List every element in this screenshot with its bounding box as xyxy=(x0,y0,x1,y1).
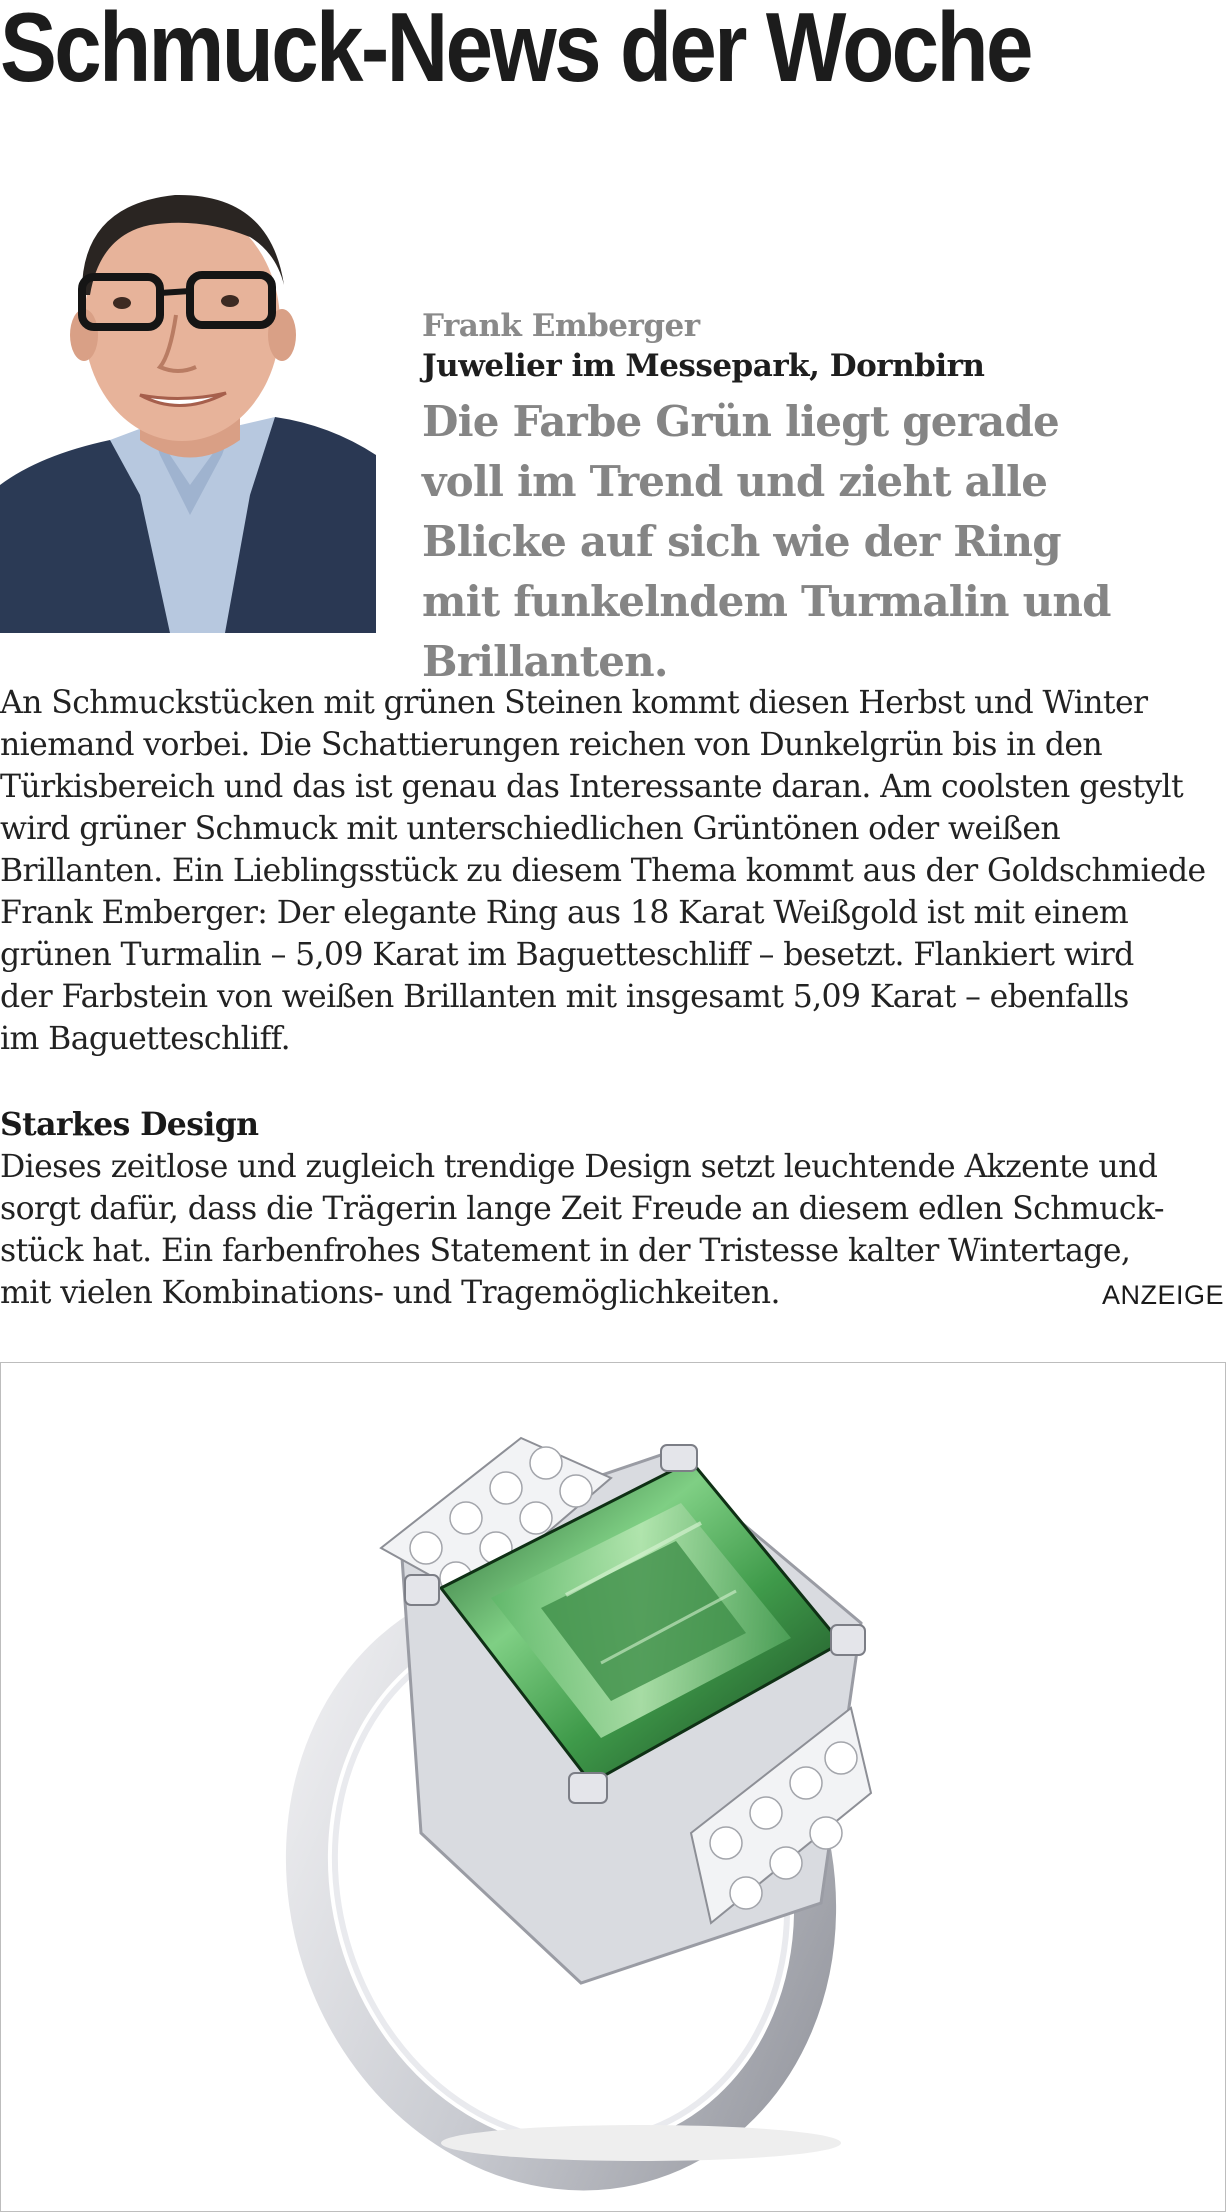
ring-photo xyxy=(0,1362,1226,2212)
author-portrait xyxy=(0,155,376,633)
body-line: grünen Turmalin – 5,09 Karat im Baguetteschliff – besetzt. Flankiert wird xyxy=(0,937,1134,973)
author-name: Frank Emberger xyxy=(422,308,700,344)
section-title: Starkes Design xyxy=(0,1106,259,1143)
body-line: niemand vorbei. Die Schattierungen reichen von Dunkelgrün bis in den xyxy=(0,727,1103,763)
section-line: mit vielen Kombinations- und Tragemöglichkeiten. xyxy=(0,1275,780,1311)
section-line: stück hat. Ein farbenfrohes Statement in der Tristesse kalter Wintertage, xyxy=(0,1233,1131,1269)
body-line: An Schmuckstücken mit grünen Steinen kommt diesen Herbst und Winter xyxy=(0,685,1148,721)
author-portrait-graphic xyxy=(0,155,376,633)
ring-graphic xyxy=(1,1363,1225,2211)
author-role: Juwelier im Messepark, Dornbirn xyxy=(422,348,985,384)
section-body xyxy=(0,1146,1226,1314)
body-line: Türkisbereich und das ist genau das Interessante daran. Am coolsten gestylt xyxy=(0,769,1184,805)
body-line: wird grüner Schmuck mit unterschiedlichen Grüntönen oder weißen xyxy=(0,811,1061,847)
body-line: Frank Emberger: Der elegante Ring aus 18 Karat Weißgold ist mit einem xyxy=(0,895,1129,931)
lead-quote: Die Farbe Grün liegt gerade voll im Trend und zieht alle Blicke auf sich wie der Ring mit funkelndem Turmalin und Brillanten. xyxy=(422,397,1111,686)
section-line: sorgt dafür, dass die Trägerin lange Zeit Freude an diesem edlen Schmuck- xyxy=(0,1191,1164,1227)
author-block xyxy=(422,306,1222,692)
body-line: der Farbstein von weißen Brillanten mit insgesamt 5,09 Karat – ebenfalls xyxy=(0,979,1129,1015)
article-body xyxy=(0,682,1226,1060)
section-line: Dieses zeitlose und zugleich trendige Design setzt leuchtende Akzente und xyxy=(0,1149,1158,1185)
ad-label: ANZEIGE xyxy=(1101,1280,1224,1310)
body-line: im Baguetteschliff. xyxy=(0,1021,290,1057)
headline: Schmuck-News der Woche xyxy=(0,0,1031,102)
body-line: Brillanten. Ein Lieblingsstück zu diesem Thema kommt aus der Goldschmiede xyxy=(0,853,1206,889)
